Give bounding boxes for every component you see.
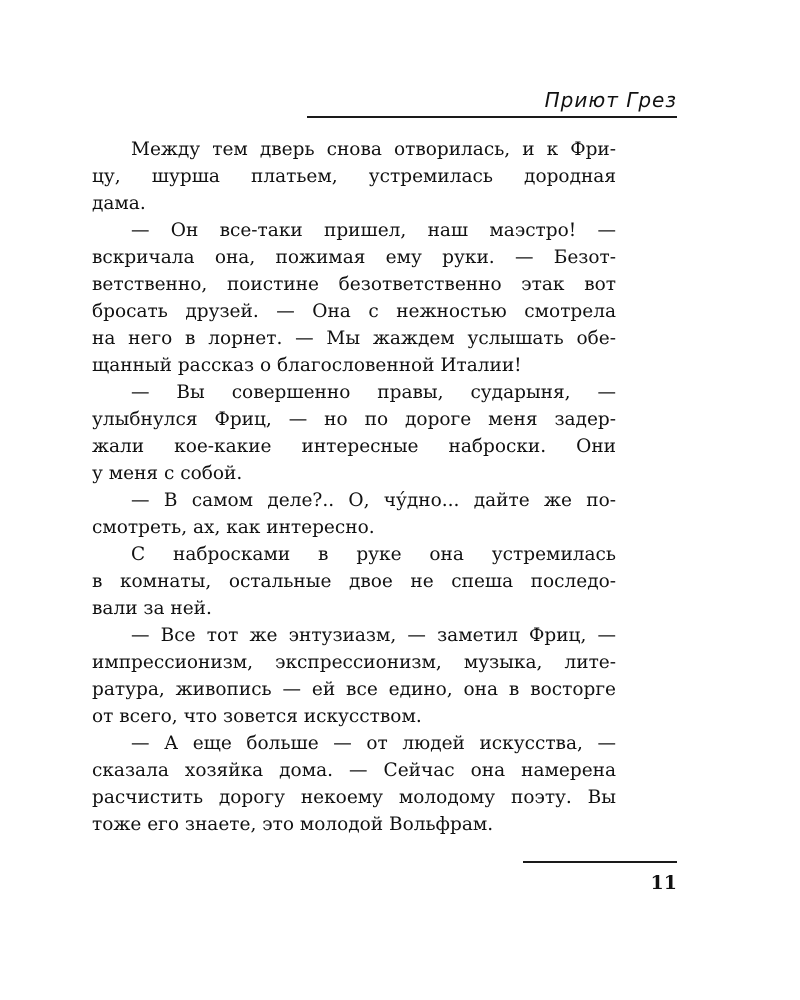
text-line: — А еще больше — от людей искусства, — (131, 733, 616, 754)
running-head-title: Приют Грез (544, 88, 677, 112)
page-number: 11 (650, 872, 677, 894)
text-line: вскричала она, пожимая ему руки. — Безот- (92, 247, 616, 268)
text-line: тоже его знаете, это молодой Вольфрам. (92, 814, 494, 835)
text-line: — Вы совершенно правы, сударыня, — (131, 382, 616, 403)
text-line: на него в лорнет. — Мы жаждем услышать обе- (92, 328, 616, 349)
text-line: бросать друзей. — Она с нежностью смотрела (92, 301, 616, 322)
text-line: ветственно, поистине безответственно этак вот (92, 274, 616, 295)
text-line: Между тем дверь снова отворилась, и к Фри- (131, 139, 616, 160)
text-line: щанный рассказ о благословенной Италии! (92, 355, 522, 376)
text-line: — Он все-таки пришел, наш маэстро! — (131, 220, 616, 241)
text-line: расчистить дорогу некоему молодому поэту. Вы (92, 787, 616, 808)
text-line: жали кое-какие интересные наброски. Они (92, 436, 616, 457)
text-line: ратура, живопись — ей все едино, она в восторге (92, 679, 616, 700)
text-line: в комнаты, остальные двое не спеша последо- (92, 571, 616, 592)
text-line: — В самом деле?.. О, чу́дно... дайте же по- (131, 490, 616, 511)
text-line: цу, шурша платьем, устремилась дородная (92, 166, 616, 187)
text-line: смотреть, ах, как интересно. (92, 517, 375, 538)
text-line: вали за ней. (92, 598, 212, 619)
running-head (307, 88, 677, 118)
text-line: — Все тот же энтузиазм, — заметил Фриц, — (131, 625, 616, 646)
body-text (92, 136, 616, 838)
text-line: импрессионизм, экспрессионизм, музыка, лите- (92, 652, 616, 673)
text-line: улыбнулся Фриц, — но по дороге меня задер- (92, 409, 616, 430)
text-line: у меня с собой. (92, 463, 243, 484)
text-line: от всего, что зовется искусством. (92, 706, 422, 727)
text-line: дама. (92, 193, 146, 214)
text-line: сказала хозяйка дома. — Сейчас она намерена (92, 760, 616, 781)
text-line: С набросками в руке она устремилась (131, 544, 616, 565)
footer-rule (523, 861, 677, 863)
